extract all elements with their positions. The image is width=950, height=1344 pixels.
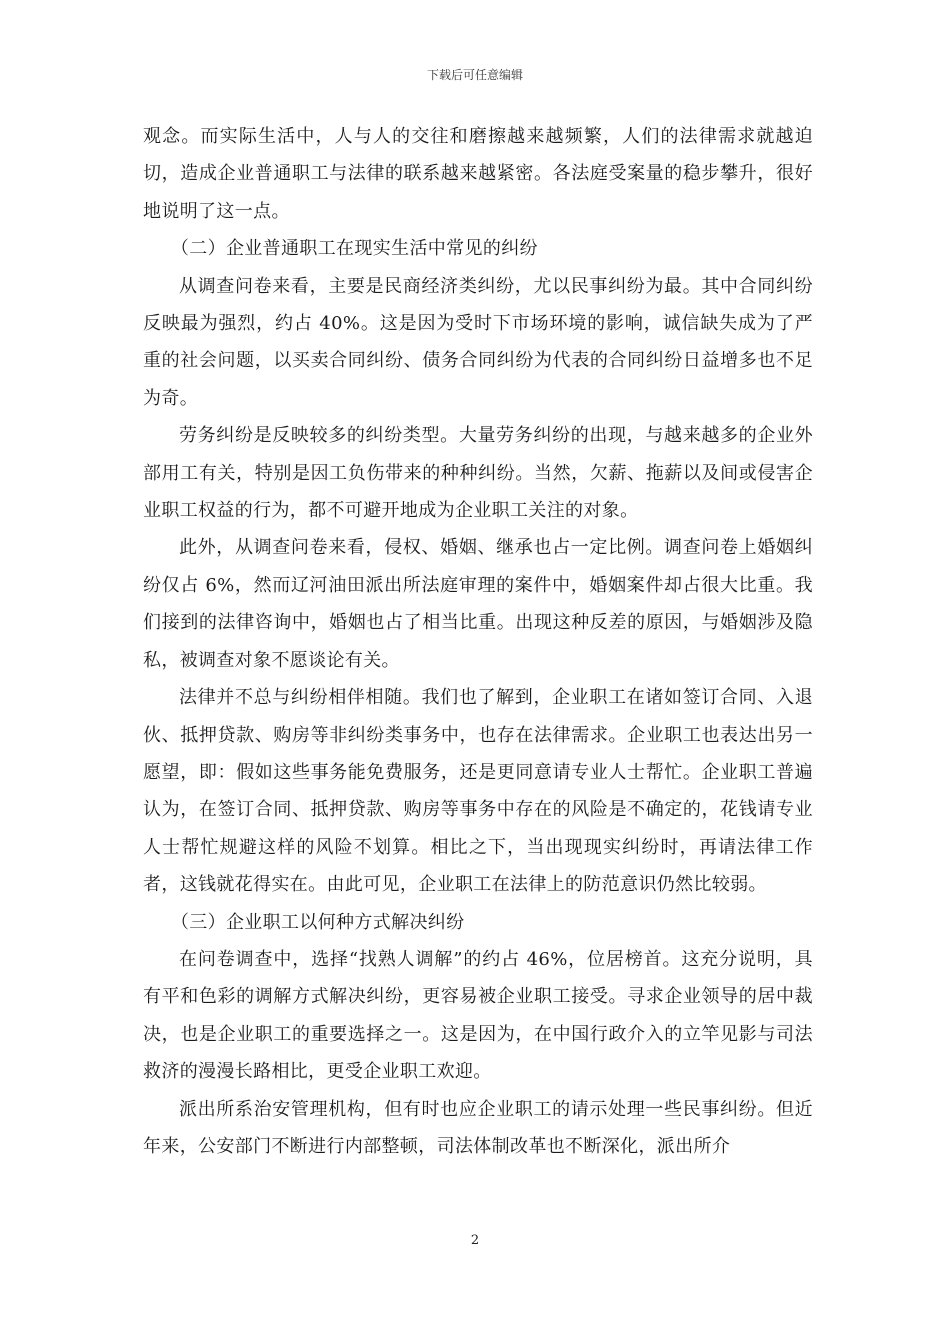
paragraph-tort-marriage: 此外，从调查问卷来看，侵权、婚姻、继承也占一定比例。调查问卷上婚姻纠纷仅占 6%，然而辽河油田派出所法庭审理的案件中，婚姻案件却占很大比重。我们接到的法律咨询中，婚姻也占了相当比重。出现这种反差的原因，与婚姻涉及隐私，被调查对象不愿谈论有关。 (143, 537, 813, 671)
paragraph-mediation: 在问卷调查中，选择“找熟人调解”的约占 46%，位居榜首。这充分说明，具有平和色彩的调解方式解决纠纷，更容易被企业职工接受。寻求企业领导的居中裁决，也是企业职工的重要选择之一。这是因为，在中国行政介入的立竿见影与司法救济的漫漫长路相比，更受企业职工欢迎。 (143, 948, 813, 1083)
section-heading-3: （三）企业职工以何种方式解决纠纷 (170, 911, 465, 933)
document-body (143, 118, 813, 1165)
paragraph-contract-disputes: 从调查问卷来看，主要是民商经济类纠纷，尤以民事纠纷为最。其中合同纠纷反映最为强烈，约占 40%。这是因为受时下市场环境的影响，诚信缺失成为了严重的社会问题，以买卖合同纠纷、债务合同纠纷为代表的合同纠纷日益增多也不足为奇。 (143, 275, 813, 409)
paragraph-legal-needs: 法律并不总与纠纷相伴相随。我们也了解到，企业职工在诸如签订合同、入退伙、抵押贷款、购房等非纠纷类事务中，也存在法律需求。企业职工也表达出另一愿望，即：假如这些事务能免费服务，还是更同意请专业人士帮忙。企业职工普遍认为，在签订合同、抵押贷款、购房等事务中存在的风险是不确定的，花钱请专业人士帮忙规避这样的风险不划算。相比之下，当出现现实纠纷时，再请法律工作者，这钱就花得实在。由此可见，企业职工在法律上的防范意识仍然比较弱。 (143, 687, 813, 896)
paragraph-police-station: 派出所系治安管理机构，但有时也应企业职工的请示处理一些民事纠纷。但近年来，公安部门不断进行内部整顿，司法体制改革也不断深化，派出所介 (143, 1098, 813, 1157)
page-number: 2 (470, 1233, 480, 1248)
paragraph-labor-disputes: 劳务纠纷是反映较多的纠纷类型。大量劳务纠纷的出现，与越来越多的企业外部用工有关，特别是因工负伤带来的种种纠纷。当然，欠薪、拖薪以及间或侵害企业职工权益的行为，都不可避开地成为企业职工关注的对象。 (143, 425, 813, 522)
page-header-note: 下载后可任意编辑 (426, 68, 523, 82)
paragraph-continuation: 观念。而实际生活中，人与人的交往和磨擦越来越频繁，人们的法律需求就越迫切，造成企业普通职工与法律的联系越来越紧密。各法庭受案量的稳步攀升，很好地说明了这一点。 (143, 126, 813, 222)
section-heading-2: （二）企业普通职工在现实生活中常见的纠纷 (170, 238, 538, 260)
